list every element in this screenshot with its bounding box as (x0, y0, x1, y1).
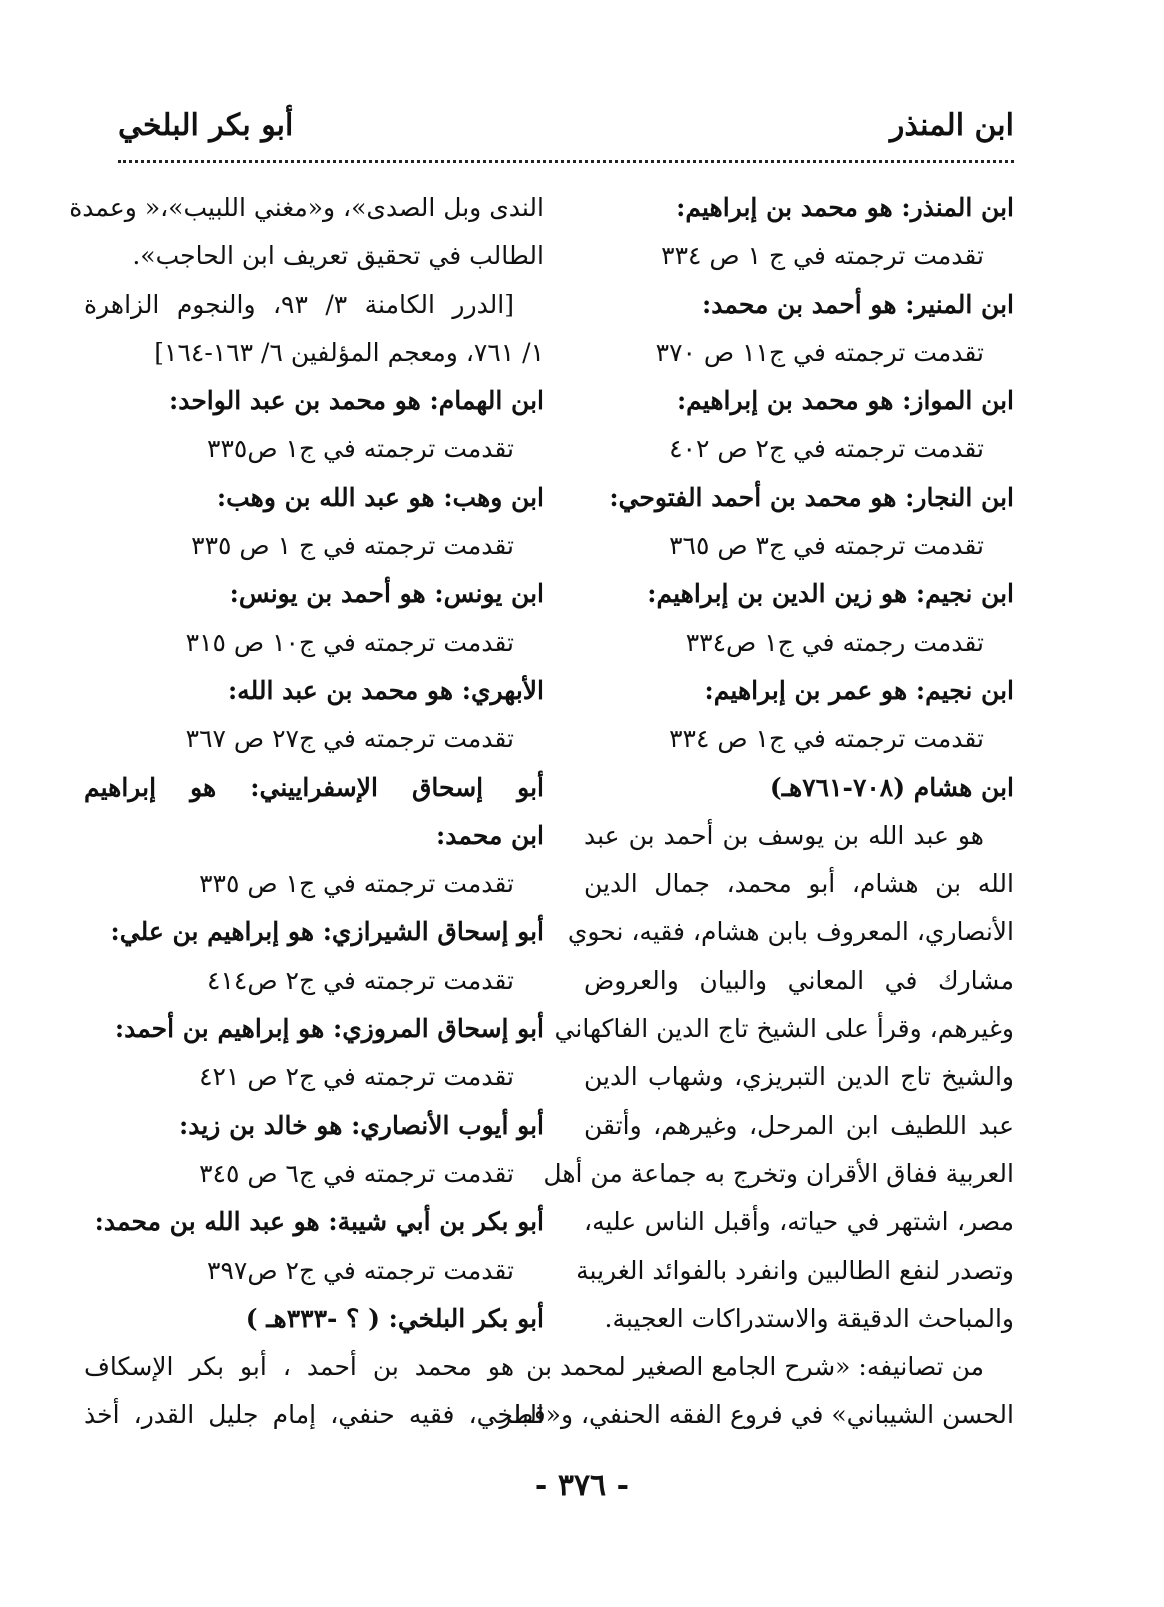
text-line: تقدمت ترجمته في ج٢ ص ٤٠٢ (669, 434, 984, 464)
entry-heading: ابن الهمام: هو محمد بن عبد الواحد: (168, 386, 544, 416)
text-line: تقدمت ترجمته في ج١ ص٣٣٥ (207, 434, 514, 464)
entry-heading: الأبهري: هو محمد بن عبد الله: (227, 675, 544, 705)
text-line: تقدمت ترجمته في ج١٠ ص ٣١٥ (185, 627, 514, 657)
text-line: البلخي، فقيه حنفي، إمام جليل القدر، أخذ (84, 1400, 544, 1430)
entry-heading: أبو بكر بن أبي شيبة: هو عبد الله بن محمد: (94, 1207, 544, 1237)
text-line: والمباحث الدقيقة والاستدراكات العجيبة. (604, 1303, 1014, 1333)
text-line: تقدمت ترجمته في ج٢ ص٤١٤ (207, 965, 514, 995)
entry-heading: ابن يونس: هو أحمد بن يونس: (229, 579, 544, 609)
running-header-left: أبو بكر البلخي (118, 108, 294, 143)
text-line: تقدمت رجمته في ج١ ص٣٣٤ (685, 627, 984, 657)
text-line: تقدمت ترجمته في ج٢ ص ٤٢١ (199, 1062, 514, 1092)
text-line: مشارك في المعاني والبيان والعروض (584, 965, 1014, 995)
text-line: مصر، اشتهر في حياته، وأقبل الناس عليه، (584, 1207, 1014, 1237)
right-column (499, 184, 1014, 1464)
text-line: الله بن هشام، أبو محمد، جمال الدين (584, 869, 1014, 899)
text-line: تقدمت ترجمته في ج١١ ص ٣٧٠ (655, 337, 984, 367)
text-line: الندى وبل الصدى»، و«مغني اللبيب»،« وعمدة (69, 193, 544, 222)
text-line: والشيخ تاج الدين التبريزي، وشهاب الدين (584, 1062, 1014, 1092)
entry-heading: ابن محمد: (436, 820, 544, 850)
text-line: تقدمت ترجمته في ج ١ ص ٣٣٥ (191, 531, 514, 561)
text-line: وتصدر لنفع الطالبين وانفرد بالفوائد الغريبة (576, 1255, 1014, 1285)
entry-heading: ابن نجيم: هو عمر بن إبراهيم: (704, 675, 1014, 705)
text-line: تقدمت ترجمته في ج ١ ص ٣٣٤ (661, 241, 984, 271)
entry-heading: أبو أيوب الأنصاري: هو خالد بن زيد: (178, 1110, 544, 1140)
entry-heading: ابن المواز: هو محمد بن إبراهيم: (676, 386, 1014, 416)
entry-heading: ابن المنذر: هو محمد بن إبراهيم: (676, 193, 1014, 222)
entry-heading: ابن وهب: هو عبد الله بن وهب: (216, 482, 544, 512)
text-line: [الدرر الكامنة ٣/ ٩٣، والنجوم الزاهرة (84, 289, 515, 319)
text-line: العربية ففاق الأقران وتخرج به جماعة من أهل (543, 1158, 1014, 1188)
text-line: تقدمت ترجمته في ج٦ ص ٣٤٥ (199, 1158, 514, 1188)
text-line: وغيرهم، وقرأ على الشيخ تاج الدين الفاكهاني (554, 1014, 1014, 1044)
text-line: تقدمت ترجمته في ج٢٧ ص ٣٦٧ (185, 724, 514, 754)
entry-heading: أبو إسحاق المروزي: هو إبراهيم بن أحمد: (114, 1014, 544, 1044)
entry-heading: ابن النجار: هو محمد بن أحمد الفتوحي: (609, 482, 1014, 512)
text-line: تقدمت ترجمته في ج٣ ص ٣٦٥ (669, 531, 984, 561)
entry-heading: أبو إسحاق الشيرازي: هو إبراهيم بن علي: (110, 917, 544, 947)
entry-heading: أبو بكر البلخي: ( ؟ -٣٣٣هـ ) (245, 1303, 544, 1333)
text-line: تقدمت ترجمته في ج١ ص ٣٣٥ (199, 869, 514, 899)
text-line: الحسن الشيباني» في فروع الفقه الحنفي، و«قطر (499, 1400, 1014, 1430)
entry-heading: ابن هشام (٧٠٨-٧٦١هـ) (769, 772, 1014, 802)
entry-heading: ابن نجيم: هو زين الدين بن إبراهيم: (647, 579, 1014, 609)
text-line: تقدمت ترجمته في ج١ ص ٣٣٤ (669, 724, 984, 754)
left-column (69, 184, 544, 1464)
entry-heading: أبو إسحاق الإسفراييني: هو إبراهيم (84, 772, 544, 802)
text-line: هو عبد الله بن يوسف بن أحمد بن عبد (584, 820, 984, 850)
text-line: الطالب في تحقيق تعريف ابن الحاجب». (132, 241, 544, 271)
page-number: - ٣٧٦ - (534, 1468, 630, 1503)
entry-heading: ابن المنير: هو أحمد بن محمد: (702, 289, 1014, 319)
text-line: هو محمد بن أحمد ، أبو بكر الإسكاف (84, 1352, 514, 1382)
running-header-right: ابن المنذر (889, 108, 1014, 143)
text-line: عبد اللطيف ابن المرحل، وغيرهم، وأتقن (584, 1110, 1014, 1140)
text-line: من تصانيفه: «شرح الجامع الصغير لمحمد بن (526, 1352, 984, 1382)
header-dotted-rule (118, 160, 1014, 163)
text-line: تقدمت ترجمته في ج٢ ص٣٩٧ (207, 1255, 514, 1285)
text-line: الأنصاري، المعروف بابن هشام، فقيه، نحوي (567, 917, 1014, 947)
text-line: ١/ ٧٦١، ومعجم المؤلفين ٦/ ١٦٣-١٦٤] (154, 337, 544, 367)
